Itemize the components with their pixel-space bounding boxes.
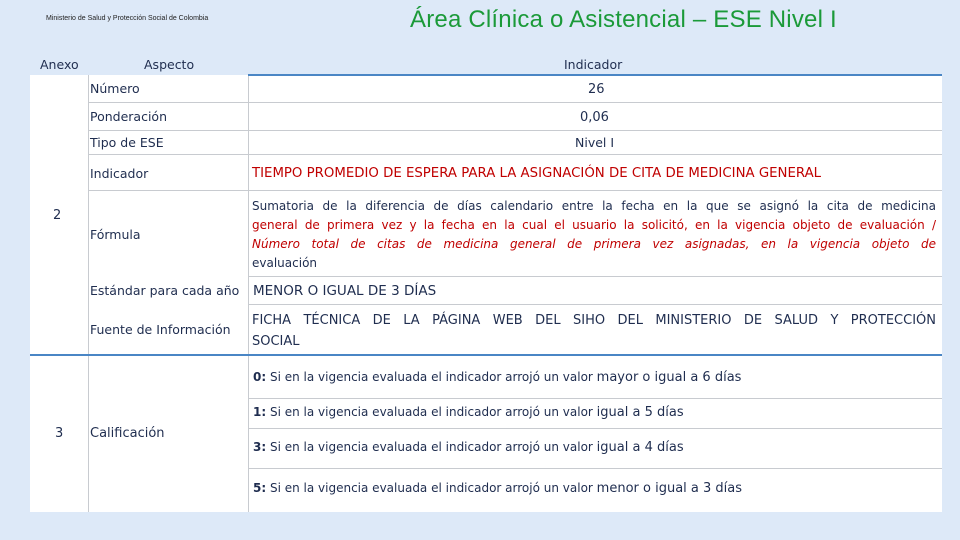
row-rule (248, 304, 942, 305)
indicador-label: Indicador (90, 166, 149, 181)
formula-label: Fórmula (90, 227, 141, 242)
indicador-value: TIEMPO PROMEDIO DE ESPERA PARA LA ASIGNACIÓN DE CITA DE MEDICINA GENERAL (252, 166, 822, 181)
formula-line: general de primera vez y la fecha en la cual el usuario la solicitó, en la vigencia objeto de evaluación / (252, 218, 936, 232)
score-text: Si en la vigencia evaluada el indicador arrojó un valor (266, 440, 597, 454)
score-emphasis: igual a 5 días (596, 405, 684, 420)
numero-value: 26 (588, 82, 605, 97)
row-rule (248, 398, 942, 399)
row-rule (88, 154, 942, 155)
row-rule (248, 276, 942, 277)
ponderacion-value: 0,06 (580, 110, 609, 125)
column-divider-anexo (88, 75, 89, 512)
group-rule (30, 354, 942, 356)
estandar-label: Estándar para cada año (90, 283, 240, 298)
score-text: Si en la vigencia evaluada el indicador arrojó un valor (266, 405, 597, 419)
calificacion-label: Calificación (90, 426, 165, 441)
indicator-table (30, 52, 942, 512)
row-rule (248, 468, 942, 469)
row-rule (248, 428, 942, 429)
formula-line: Número total de citas de medicina general de primera vez asignadas, en la vigencia objeto de (252, 237, 936, 251)
anexo-number: 2 (53, 208, 62, 223)
calificacion-row (253, 405, 684, 420)
formula-text (252, 197, 936, 273)
header-aspecto: Aspecto (144, 57, 195, 72)
numero-label: Número (90, 81, 140, 96)
fuente-line: FICHA TÉCNICA DE LA PÁGINA WEB DEL SIHO DEL MINISTERIO DE SALUD Y PROTECCIÓN (252, 313, 936, 328)
tipo-ese-value: Nivel I (575, 135, 615, 150)
page-title: Área Clínica o Asistencial – ESE Nivel I (410, 6, 837, 33)
header-anexo: Anexo (40, 57, 79, 72)
header-rule-right (248, 74, 942, 76)
estandar-value: MENOR O IGUAL DE 3 DÍAS (253, 283, 437, 299)
formula-line: Sumatoria de la diferencia de días calendario entre la fecha en la que se asignó la cita de medicina (252, 199, 936, 213)
fuente-value (252, 310, 936, 352)
ministry-name: Ministerio de Salud y Protección Social de Colombia (46, 15, 209, 22)
score-text: Si en la vigencia evaluada el indicador arrojó un valor (266, 370, 597, 384)
calificacion-row (253, 440, 684, 455)
row-rule (88, 102, 942, 103)
header-indicador: Indicador (564, 57, 623, 72)
fuente-label: Fuente de Información (90, 322, 231, 337)
score-emphasis: menor o igual a 3 días (596, 481, 743, 496)
score-text: Si en la vigencia evaluada el indicador arrojó un valor (266, 481, 597, 495)
formula-line: evaluación (252, 256, 318, 270)
row-rule (88, 190, 942, 191)
calificacion-row (253, 481, 742, 496)
score-value: 0: (253, 370, 267, 384)
calificacion-row (253, 370, 741, 385)
ponderacion-label: Ponderación (90, 109, 168, 124)
score-emphasis: igual a 4 días (596, 440, 684, 455)
anexo-number: 3 (55, 426, 64, 441)
column-divider-aspecto (248, 75, 249, 512)
fuente-line: SOCIAL (252, 334, 300, 349)
tipo-ese-label: Tipo de ESE (90, 135, 164, 150)
score-emphasis: mayor o igual a 6 días (596, 370, 742, 385)
score-value: 1: (253, 405, 267, 419)
row-rule (88, 130, 942, 131)
score-value: 3: (253, 440, 267, 454)
score-value: 5: (253, 481, 267, 495)
